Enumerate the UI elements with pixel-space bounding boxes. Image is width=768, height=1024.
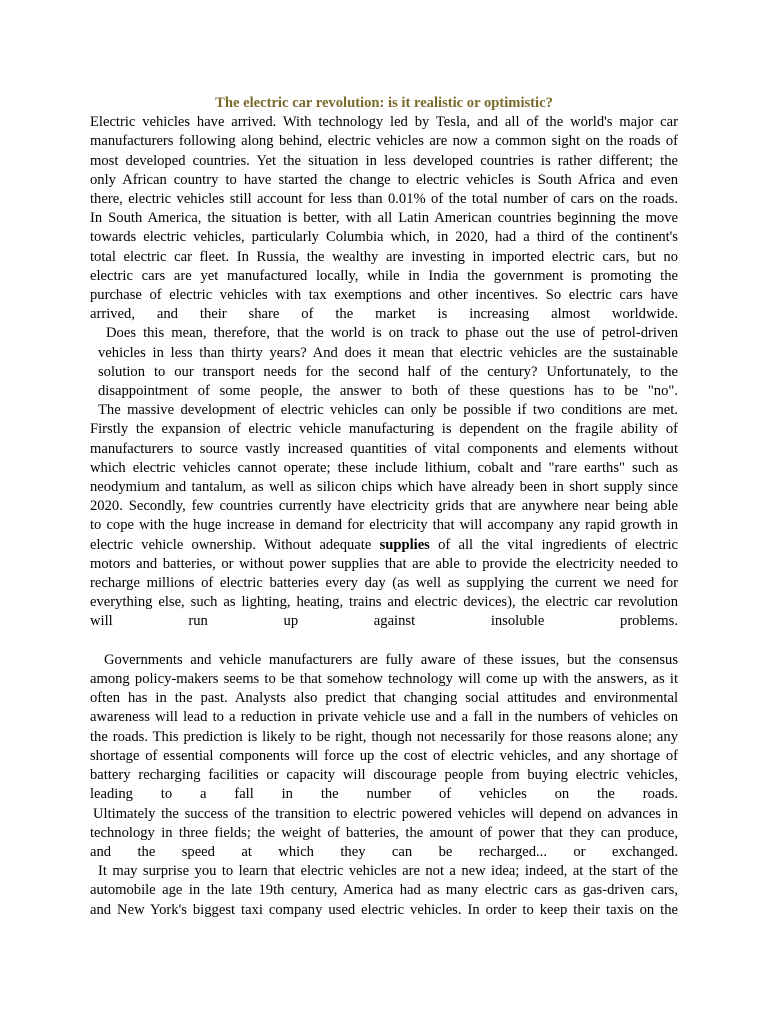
paragraph-3-line: The massive development of electric vehicles can only be possible if two conditions are met. [98,402,678,419]
paragraph-6-line: It may surprise you to learn that electric vehicles are not a new idea; indeed, at the start of the [98,863,678,880]
paragraph-4 [90,651,678,805]
paragraph-3-line: motors and batteries, or without power supplies that are able to provide the electricity needed to [90,555,678,572]
paragraph-3-line: 2020. Secondly, few countries currently have electricity grids that are anywhere near being able [90,498,678,515]
paragraph-5-line: Ultimately the success of the transition to electric powered vehicles will depend on advances in [93,805,678,822]
paragraph-5 [90,805,678,863]
paragraph-3 [90,401,678,631]
paragraph-1-line: towards electric vehicles, particularly Columbia which, in 2020, had a third of the continent's [90,229,678,246]
bold-line-prefix: electric vehicle ownership. Without adequate [90,536,380,553]
bold-line-suffix: of all the vital ingredients of electric [429,536,678,553]
paragraph-3-bold-line [90,536,678,555]
bold-word-supplies: supplies [379,536,430,553]
paragraph-2-line: disappointment of some people, the answer to both of these questions has to be "no". [98,383,678,400]
paragraph-4-line: battery recharging facilities or capacity will discourage people from buying electric vehicles, [90,767,678,784]
paragraph-1-line: there, electric vehicles still account for less than 0.01% of the total number of cars on the roads. [90,191,678,208]
paragraph-6 [90,862,678,920]
paragraph-1-line: Electric vehicles have arrived. With technology led by Tesla, and all of the world's major car [90,114,678,131]
paragraph-3-line: which electric vehicles cannot operate; these include lithium, cobalt and "rare earths" such as [90,459,678,476]
paragraph-1-line: manufacturers following along behind, electric vehicles are now a common sight on the roads of [90,133,678,150]
paragraph-1-line: electric cars are yet manufactured locally, while in India the government is promoting the [90,267,678,284]
document-page [90,94,678,920]
document-title: The electric car revolution: is it realistic or optimistic? [215,95,553,111]
paragraph-5-line: technology in three fields; the weight of batteries, the amount of power that they can produce, [90,824,678,841]
paragraph-4-line: awareness will lead to a reduction in private vehicle use and a fall in the numbers of vehicles on [90,709,678,726]
paragraph-2-line: solution to our transport needs for the second half of the century? Unfortunately, to the [98,363,678,380]
paragraph-4-line: Governments and vehicle manufacturers are fully aware of these issues, but the consensus [104,651,678,668]
paragraph-6-line: automobile age in the late 19th century, America had as many electric cars as gas-driven cars, [90,882,678,899]
paragraph-4-line: often has in the past. Analysts also predict that changing social attitudes and environmental [90,690,678,707]
paragraph-6-line: and New York's biggest taxi company used electric vehicles. In order to keep their taxis on the [90,901,678,918]
paragraph-1 [90,113,678,324]
paragraph-1-line: only African country to have started the change to electric vehicles is South Africa and even [90,171,678,188]
paragraph-3-line: Firstly the expansion of electric vehicle manufacturing is dependent on the fragile ability of [90,421,678,438]
paragraph-5-line: and the speed at which they can be recharged... or exchanged. [90,843,678,860]
paragraph-2-line: vehicles in less than thirty years? And does it mean that electric vehicles are the sustainable [98,344,678,361]
paragraph-4-line: shortage of essential components will force up the cost of electric vehicles, and any shortage of [90,747,678,764]
paragraph-1-line: most developed countries. Yet the situation in less developed countries is rather different; the [90,152,678,169]
paragraph-1-line: arrived, and their share of the market is increasing almost worldwide. [90,306,678,323]
paragraph-3-line: everything else, such as lighting, heating, trains and electric devices), the electric car revolution [90,594,678,611]
paragraph-4-line: among policy-makers seems to be that somehow technology will come up with the answers, as it [90,671,678,688]
paragraph-3-line: manufacturers to source vastly increased quantities of vital components and elements without [90,440,678,457]
paragraph-2 [90,324,678,401]
paragraph-3-line: will run up against insoluble problems. [90,613,678,630]
paragraph-1-line: purchase of electric vehicles with tax exemptions and other incentives. So electric cars have [90,287,678,304]
paragraph-4-line: leading to a fall in the number of vehicles on the roads. [90,786,678,803]
paragraph-2-line: Does this mean, therefore, that the world is on track to phase out the use of petrol-driven [106,325,678,342]
paragraph-3-line: recharge millions of electric batteries every day (as well as supplying the current we need for [90,575,678,592]
paragraph-4-line: the roads. This prediction is likely to be right, though not necessarily for those reasons alone; any [90,728,678,745]
paragraph-3-line: neodymium and tantalum, as well as silicon chips which have already been in short supply since [90,479,678,496]
paragraph-1-line: In South America, the situation is better, with all Latin American countries beginning the move [90,210,678,227]
paragraph-3-line: to cope with the huge increase in demand for electricity that will accompany any rapid growth in [90,517,678,534]
paragraph-1-line: total electric car fleet. In Russia, the wealthy are investing in imported electric cars, but no [90,248,678,265]
